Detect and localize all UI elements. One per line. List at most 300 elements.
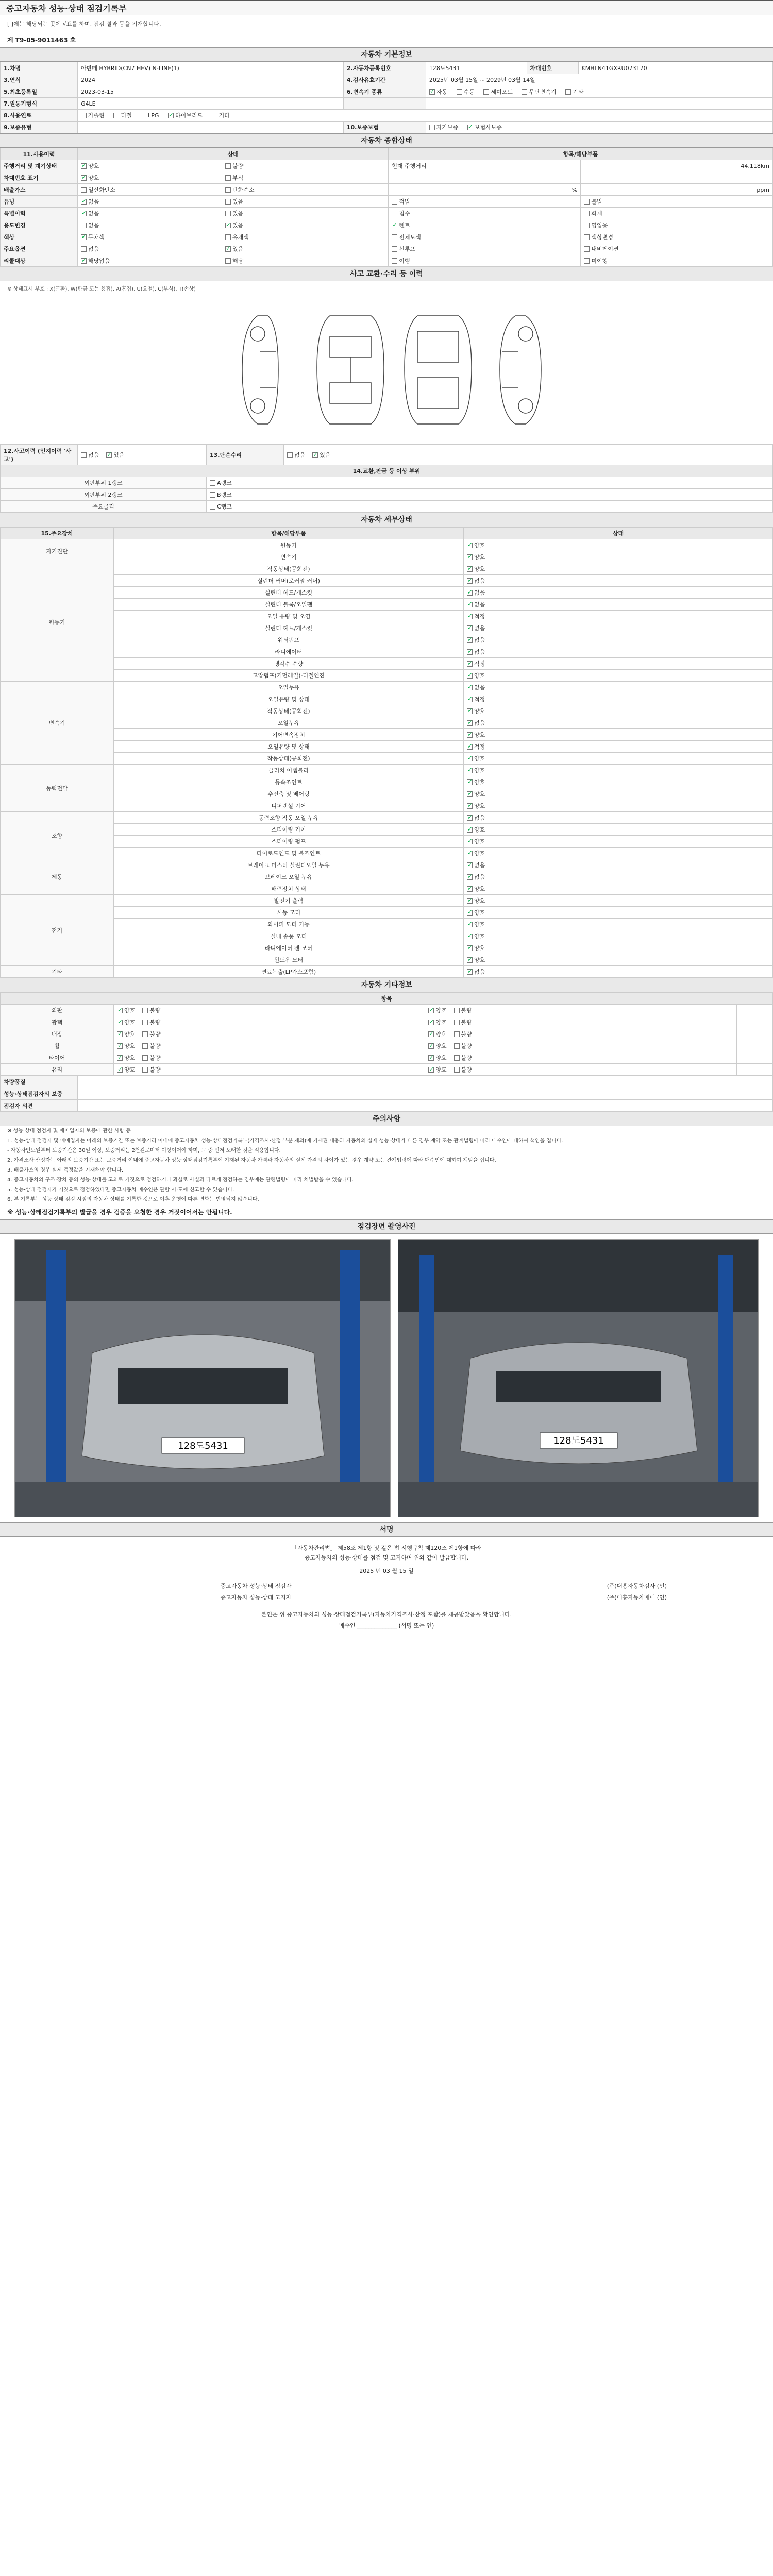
status-opt: 색상변경 <box>591 234 613 241</box>
detail-state <box>464 919 773 930</box>
buyer-sign-hint: (서명 또는 인) <box>398 1622 434 1629</box>
item-label: 현재 주행거리 <box>389 160 581 172</box>
group-label: 변속기 <box>1 682 114 765</box>
checkbox-icon <box>81 452 87 458</box>
other-opt: 불량 <box>149 1066 161 1073</box>
status-opt: 있음 <box>232 222 244 229</box>
repair-yes: 있음 <box>320 452 331 459</box>
unit-label: % <box>389 184 581 196</box>
other-row-label: 내장 <box>1 1028 114 1040</box>
checkbox-icon <box>392 258 397 264</box>
accident-yes: 있음 <box>113 452 125 459</box>
label-warranty-insurance: 10.보증보험 <box>343 122 426 133</box>
sign-line-1: 「자동차관리법」 제58조 제1항 및 같은 법 시행규칙 제120조 제1항에 따라 <box>291 1545 482 1551</box>
status-opt: 양호 <box>88 163 99 170</box>
checkbox-icon <box>225 246 231 252</box>
checkbox-icon <box>392 246 397 252</box>
section-accident-history: 사고 교환·수리 등 이력 <box>0 267 773 281</box>
status-symbol-legend: ※ 상태표시 부호 : X(교환), W(판금 또는 용접), A(흠집), U(요철), C(부식), T(손상) <box>7 286 196 292</box>
other-opt: 양호 <box>124 1043 136 1049</box>
label-first-reg: 5.최초등록일 <box>1 86 78 98</box>
detail-item: 고압펌프(커먼레일)-디젤엔진 <box>114 670 464 682</box>
other-row-label: 휠 <box>1 1040 114 1052</box>
caution-bottom: ※ 성능·상태점검기록부의 발급을 경우 검증을 요청한 경우 거짓이어서는 안됩니다. <box>7 1209 232 1216</box>
detail-state <box>464 788 773 800</box>
checkbox-icon <box>117 1067 123 1073</box>
status-opt: 없음 <box>88 198 99 205</box>
section-other-info: 자동차 기타정보 <box>0 978 773 992</box>
checkbox-icon <box>467 697 473 702</box>
label-reg-number: 2.자동차등록번호 <box>343 62 426 74</box>
label-warranty: 9.보증유형 <box>1 122 78 133</box>
checkbox-icon <box>467 602 473 607</box>
detail-item: 브레이크 마스터 실린더오일 누유 <box>114 859 464 871</box>
checkbox-icon <box>467 661 473 667</box>
checkbox-icon <box>117 1031 123 1037</box>
group-label: 자기진단 <box>1 539 114 563</box>
other-opt: 불량 <box>149 1043 161 1049</box>
status-opt: 유채색 <box>232 234 249 241</box>
detail-state-value: 없음 <box>474 637 485 643</box>
other-opt: 양호 <box>124 1019 136 1026</box>
signer-notifier-name: (주)대흥자동차매매 (인) <box>607 1594 667 1601</box>
detail-state-value: 양호 <box>474 542 485 549</box>
status-opt: 화재 <box>591 210 602 217</box>
label-accident: 12.사고이력 (인지이력 '사고') <box>1 445 78 465</box>
row-label: 색상 <box>1 231 78 243</box>
other-opt: 양호 <box>435 1055 447 1061</box>
caution-line: - 자동차인도일부터 보증기간은 30일 이상, 보증거리는 2천킬로미터 이상이어야 하며, 그 중 먼저 도래한 것을 적용합니다. <box>7 1148 281 1154</box>
checkbox-icon <box>210 504 215 510</box>
other-info-extra <box>0 1076 773 1112</box>
checkbox-icon <box>467 791 473 797</box>
warranty-options <box>426 122 772 133</box>
checkbox-icon <box>142 1067 148 1073</box>
year-value: 2024 <box>78 74 344 86</box>
checkbox-icon <box>81 113 87 118</box>
detail-state-value: 없음 <box>474 862 485 869</box>
checkbox-icon <box>467 768 473 773</box>
checkbox-icon <box>457 89 462 95</box>
checkbox-icon <box>467 756 473 761</box>
first-reg-value: 2023-03-15 <box>78 86 344 98</box>
detail-state <box>464 859 773 871</box>
fuel-opt-diesel: 디젤 <box>121 112 132 119</box>
checkbox-icon <box>225 163 231 169</box>
status-opt: 부식 <box>232 175 244 181</box>
checkbox-icon <box>467 945 473 951</box>
checkbox-icon <box>210 492 215 498</box>
group-label: 기타 <box>1 966 114 978</box>
other-opt: 불량 <box>461 1019 472 1026</box>
buyer-sign-row: 매수인 ______________ (서명 또는 인) <box>339 1622 434 1629</box>
col-item: 항목/해당부품 <box>389 148 773 160</box>
checkbox-icon <box>454 1020 460 1025</box>
photo-area <box>0 1234 773 1522</box>
detail-state-value: 양호 <box>474 945 485 952</box>
checkbox-icon <box>142 1055 148 1061</box>
other-info-table <box>0 992 773 1076</box>
detail-state <box>464 634 773 646</box>
detail-item: 오일유량 및 상태 <box>114 741 464 753</box>
other-opt: 양호 <box>435 1019 447 1026</box>
detail-state <box>464 765 773 776</box>
checkbox-icon <box>467 934 473 939</box>
detail-item: 추진축 및 베어링 <box>114 788 464 800</box>
checkbox-icon <box>225 223 231 228</box>
other-row-opts <box>425 1016 736 1028</box>
other-row-label: 유리 <box>1 1064 114 1076</box>
checkbox-icon <box>429 89 435 95</box>
detail-state <box>464 942 773 954</box>
status-opt: 무채색 <box>88 234 105 241</box>
detail-item: 냉각수 수량 <box>114 658 464 670</box>
reg-number-value: 128도5431 <box>426 62 527 74</box>
section-overall-status: 자동차 종합상태 <box>0 133 773 148</box>
detail-item: 스티어링 기어 <box>114 824 464 836</box>
detail-item: 브레이크 오일 누유 <box>114 871 464 883</box>
checkbox-icon <box>429 125 435 130</box>
sign-date: 2025 년 03 월 15 일 <box>359 1568 414 1574</box>
checkbox-icon <box>584 258 590 264</box>
license-plate-text: 128도5431 <box>553 1435 604 1446</box>
checkbox-icon <box>428 1043 434 1049</box>
detail-item: 변속기 <box>114 551 464 563</box>
other-opt: 불량 <box>461 1043 472 1049</box>
group-label: 조향 <box>1 812 114 859</box>
label-vin: 차대번호 <box>527 62 578 74</box>
detail-state-value: 양호 <box>474 957 485 963</box>
outer-rank-2: 외판부위 2랭크 <box>1 489 207 501</box>
panel-heading: 14.교환,판금 등 이상 부위 <box>1 465 773 477</box>
other-row-opts <box>425 1028 736 1040</box>
checkbox-icon <box>117 1020 123 1025</box>
detail-item: 라디에이터 팬 모터 <box>114 942 464 954</box>
detail-state-value: 없음 <box>474 589 485 596</box>
group-label: 제동 <box>1 859 114 895</box>
checkbox-icon <box>81 211 87 216</box>
detail-state-value: 양호 <box>474 767 485 774</box>
detail-state-value: 양호 <box>474 554 485 561</box>
detail-state-value: 없음 <box>474 720 485 726</box>
car-photo-front-icon <box>15 1240 391 1517</box>
caution-line: 4. 중고자동차의 구조·장치 등의 성능·상태를 고의로 거짓으로 점검하거나 과실로 사실과 다르게 점검하는 경우에는 관련법령에 따라 처벌받을 수 있습니다. <box>7 1177 354 1183</box>
detail-state <box>464 848 773 859</box>
detail-state <box>464 717 773 729</box>
detail-state-value: 적정 <box>474 613 485 620</box>
detail-state <box>464 693 773 705</box>
other-opt: 양호 <box>435 1031 447 1038</box>
detail-item: 타이로드엔드 및 볼조인트 <box>114 848 464 859</box>
checkbox-icon <box>428 1020 434 1025</box>
label-year: 3.연식 <box>1 74 78 86</box>
checkbox-icon <box>81 246 87 252</box>
checkbox-icon <box>467 957 473 963</box>
checkbox-icon <box>584 246 590 252</box>
detail-item: 발전기 출력 <box>114 895 464 907</box>
checkbox-icon <box>142 1031 148 1037</box>
other-opt: 불량 <box>149 1031 161 1038</box>
inspection-photo-rear <box>398 1239 759 1517</box>
detail-state-value: 양호 <box>474 909 485 916</box>
detail-state-value: 양호 <box>474 708 485 715</box>
section-signature: 서명 <box>0 1522 773 1537</box>
detail-state <box>464 883 773 895</box>
col-item-part: 항목/해당부품 <box>114 528 464 539</box>
transmission-options <box>426 86 772 98</box>
detail-state <box>464 954 773 966</box>
detail-state-value: 양호 <box>474 803 485 809</box>
other-row-opts <box>114 1052 425 1064</box>
status-opt: 침수 <box>399 210 410 217</box>
other-row-opts <box>114 1064 425 1076</box>
rank-b: B랭크 <box>217 492 232 498</box>
detail-state <box>464 776 773 788</box>
other-row-opts <box>425 1040 736 1052</box>
trans-opt-etc: 기타 <box>573 89 584 95</box>
checkbox-icon <box>467 874 473 880</box>
checkbox-icon <box>141 113 146 118</box>
status-opt: 렌트 <box>399 222 410 229</box>
detail-state-value: 양호 <box>474 933 485 940</box>
other-opt: 불량 <box>461 1031 472 1038</box>
detail-item: 와이퍼 모터 기능 <box>114 919 464 930</box>
checkbox-icon <box>467 125 473 130</box>
detail-state <box>464 563 773 575</box>
detail-item: 실린더 블록/오일팬 <box>114 599 464 611</box>
checkbox-icon <box>565 89 571 95</box>
fuel-opt-gasoline: 가솔린 <box>88 112 105 119</box>
checkbox-icon <box>142 1043 148 1049</box>
checkbox-icon <box>467 815 473 821</box>
checkbox-icon <box>584 234 590 240</box>
inspection-period-value: 2025년 03월 15일 ~ 2029년 03월 14일 <box>426 74 772 86</box>
checkbox-icon <box>117 1008 123 1013</box>
label-inspector-warranty: 성능·상태점검자의 보증 <box>1 1088 78 1100</box>
detail-state <box>464 646 773 658</box>
detail-item: 오일누유 <box>114 717 464 729</box>
detail-state-value: 양호 <box>474 779 485 786</box>
label-quality: 차량품질 <box>1 1076 78 1088</box>
checkbox-icon <box>212 113 217 118</box>
checkbox-icon <box>81 163 87 169</box>
detail-item: 작동상태(공회전) <box>114 705 464 717</box>
checkbox-icon <box>210 480 215 486</box>
car-top-rear-icon <box>405 316 472 424</box>
signer-table <box>103 1580 670 1603</box>
checkbox-icon <box>467 732 473 738</box>
checkbox-icon <box>467 862 473 868</box>
caution-line: 3. 배출가스의 경우 실제 측정값을 기재해야 합니다. <box>7 1167 123 1173</box>
other-row-label: 광택 <box>1 1016 114 1028</box>
checkbox-icon <box>225 211 231 216</box>
label-fuel: 8.사용연료 <box>1 110 78 122</box>
unit-label: ppm <box>581 184 773 196</box>
checkbox-icon <box>117 1043 123 1049</box>
status-opt: 없음 <box>88 222 99 229</box>
detail-state <box>464 599 773 611</box>
checkbox-icon <box>312 452 318 458</box>
detail-state <box>464 741 773 753</box>
checkbox-icon <box>428 1055 434 1061</box>
row-label: 주행거리 및 계기상태 <box>1 160 78 172</box>
detail-state <box>464 753 773 765</box>
other-row-opts <box>114 1005 425 1016</box>
detail-state-value: 적정 <box>474 743 485 750</box>
main-frame: 주요골격 <box>1 501 207 513</box>
section-basic-info: 자동차 기본정보 <box>0 47 773 62</box>
row-label: 용도변경 <box>1 219 78 231</box>
caution-notes <box>0 1126 773 1205</box>
detail-item: 실린더 헤드/개스킷 <box>114 587 464 599</box>
detail-state <box>464 836 773 848</box>
detail-item: 오일유량 및 상태 <box>114 693 464 705</box>
status-opt: 불량 <box>232 163 244 170</box>
caution-line: 6. 본 기록부는 성능·상태 점검 시점의 자동차 상태를 기록한 것으로 이후 운행에 따른 변화는 반영되지 않습니다. <box>7 1197 259 1202</box>
mileage-value: 44,118km <box>581 160 773 172</box>
detail-item: 시동 모터 <box>114 907 464 919</box>
detail-state-value: 양호 <box>474 755 485 762</box>
fuel-options <box>78 110 773 122</box>
checkbox-icon <box>454 1067 460 1073</box>
label-engine-type: 7.원동기형식 <box>1 98 78 110</box>
checkbox-icon <box>392 199 397 205</box>
checkbox-icon <box>454 1055 460 1061</box>
checkbox-icon <box>142 1008 148 1013</box>
car-name-value: 아반떼 HYBRID(CN7 HEV) N-LINE(1) <box>78 62 344 74</box>
trans-opt-cvt: 무단변속기 <box>529 89 557 95</box>
checkbox-icon <box>142 1020 148 1025</box>
row-label: 주요옵션 <box>1 243 78 255</box>
detail-item: 실린더 헤드/개스킷 <box>114 622 464 634</box>
checkbox-icon <box>117 1055 123 1061</box>
status-opt: 있음 <box>232 246 244 252</box>
checkbox-icon <box>467 554 473 560</box>
car-diagram <box>0 295 773 445</box>
other-row-opts <box>114 1040 425 1052</box>
detail-state-value: 적정 <box>474 660 485 667</box>
signature-block <box>0 1537 773 1635</box>
checkbox-icon <box>467 744 473 750</box>
checkbox-icon <box>467 910 473 916</box>
license-plate-text: 128도5431 <box>178 1440 228 1451</box>
other-opt: 양호 <box>435 1043 447 1049</box>
detail-status-table <box>0 527 773 978</box>
group-label: 원동기 <box>1 563 114 682</box>
checkbox-icon <box>454 1031 460 1037</box>
col-item: 항목 <box>1 993 773 1005</box>
detail-state <box>464 658 773 670</box>
caution-line: ※ 성능·상태 점검자 및 매매업자의 보증에 관한 사항 등 <box>7 1128 131 1134</box>
other-opt: 양호 <box>435 1007 447 1014</box>
checkbox-icon <box>392 211 397 216</box>
checkbox-icon <box>467 720 473 726</box>
row-label: 특별이력 <box>1 208 78 219</box>
other-opt: 양호 <box>435 1066 447 1073</box>
warranty-insurer: 보험사보증 <box>474 124 502 131</box>
other-row-opts <box>114 1028 425 1040</box>
fuel-opt-etc: 기타 <box>219 112 230 119</box>
detail-state-value: 없음 <box>474 649 485 655</box>
status-opt: 내비게이션 <box>591 246 619 252</box>
checkbox-icon <box>81 187 87 193</box>
detail-state-value: 양호 <box>474 897 485 904</box>
detail-state <box>464 824 773 836</box>
signer-notifier-label: 중고자동차 성능·상태 고지자 <box>220 1594 292 1601</box>
detail-item: 스티어링 펌프 <box>114 836 464 848</box>
notice-text: [ ]에는 해당되는 곳에 √표를 하며, 점검 결과 등을 기재합니다. <box>0 15 773 32</box>
checkbox-icon <box>467 708 473 714</box>
checkbox-icon <box>113 113 119 118</box>
car-outline-diagram <box>0 295 773 445</box>
detail-state <box>464 575 773 587</box>
detail-state-value: 양호 <box>474 566 485 572</box>
detail-state-value: 양호 <box>474 850 485 857</box>
checkbox-icon <box>168 113 174 118</box>
checkbox-icon <box>392 223 397 228</box>
checkbox-icon <box>225 175 231 181</box>
section-photos: 점검장면 촬영사진 <box>0 1219 773 1234</box>
row-label: 리콜대상 <box>1 255 78 267</box>
label-car-name: 1.차명 <box>1 62 78 74</box>
row-label: 차대번호 표기 <box>1 172 78 184</box>
checkbox-icon <box>467 803 473 809</box>
detail-state <box>464 729 773 741</box>
checkbox-icon <box>106 452 112 458</box>
checkbox-icon <box>467 886 473 892</box>
label-transmission: 6.변속기 종류 <box>343 86 426 98</box>
trans-opt-manual: 수동 <box>463 89 475 95</box>
signer-inspector-name: (주)대흥자동차검사 (인) <box>607 1583 667 1589</box>
label-inspector-opinion: 점검자 의견 <box>1 1100 78 1112</box>
fuel-opt-lpg: LPG <box>148 112 159 119</box>
row-label: 튜닝 <box>1 196 78 208</box>
checkbox-icon <box>454 1008 460 1013</box>
checkbox-icon <box>467 625 473 631</box>
detail-item: 등속조인트 <box>114 776 464 788</box>
detail-state-value: 양호 <box>474 886 485 892</box>
document-title: 중고자동차 성능·상태 점검기록부 <box>0 0 773 15</box>
checkbox-icon <box>225 234 231 240</box>
checkbox-icon <box>467 851 473 856</box>
other-opt: 양호 <box>124 1066 136 1073</box>
checkbox-icon <box>467 578 473 584</box>
status-opt: 있음 <box>232 198 244 205</box>
status-opt: 이행 <box>399 258 410 264</box>
detail-state-value: 없음 <box>474 874 485 880</box>
checkbox-icon <box>428 1008 434 1013</box>
detail-item: 윈도우 모터 <box>114 954 464 966</box>
checkbox-icon <box>467 649 473 655</box>
item-label <box>389 172 581 184</box>
other-opt: 불량 <box>149 1055 161 1061</box>
other-row-label: 외판 <box>1 1005 114 1016</box>
checkbox-icon <box>225 187 231 193</box>
detail-state-value: 양호 <box>474 826 485 833</box>
checkbox-icon <box>467 673 473 679</box>
status-opt: 있음 <box>232 210 244 217</box>
detail-state-value: 없음 <box>474 684 485 691</box>
detail-state-value: 없음 <box>474 815 485 821</box>
other-opt: 양호 <box>124 1055 136 1061</box>
status-opt: 전체도색 <box>399 234 421 241</box>
detail-state <box>464 622 773 634</box>
other-row-opts <box>114 1016 425 1028</box>
detail-state-value: 양호 <box>474 791 485 798</box>
detail-item: 작동상태(공회전) <box>114 753 464 765</box>
detail-state-value: 양호 <box>474 838 485 845</box>
status-opt: 없음 <box>88 210 99 217</box>
